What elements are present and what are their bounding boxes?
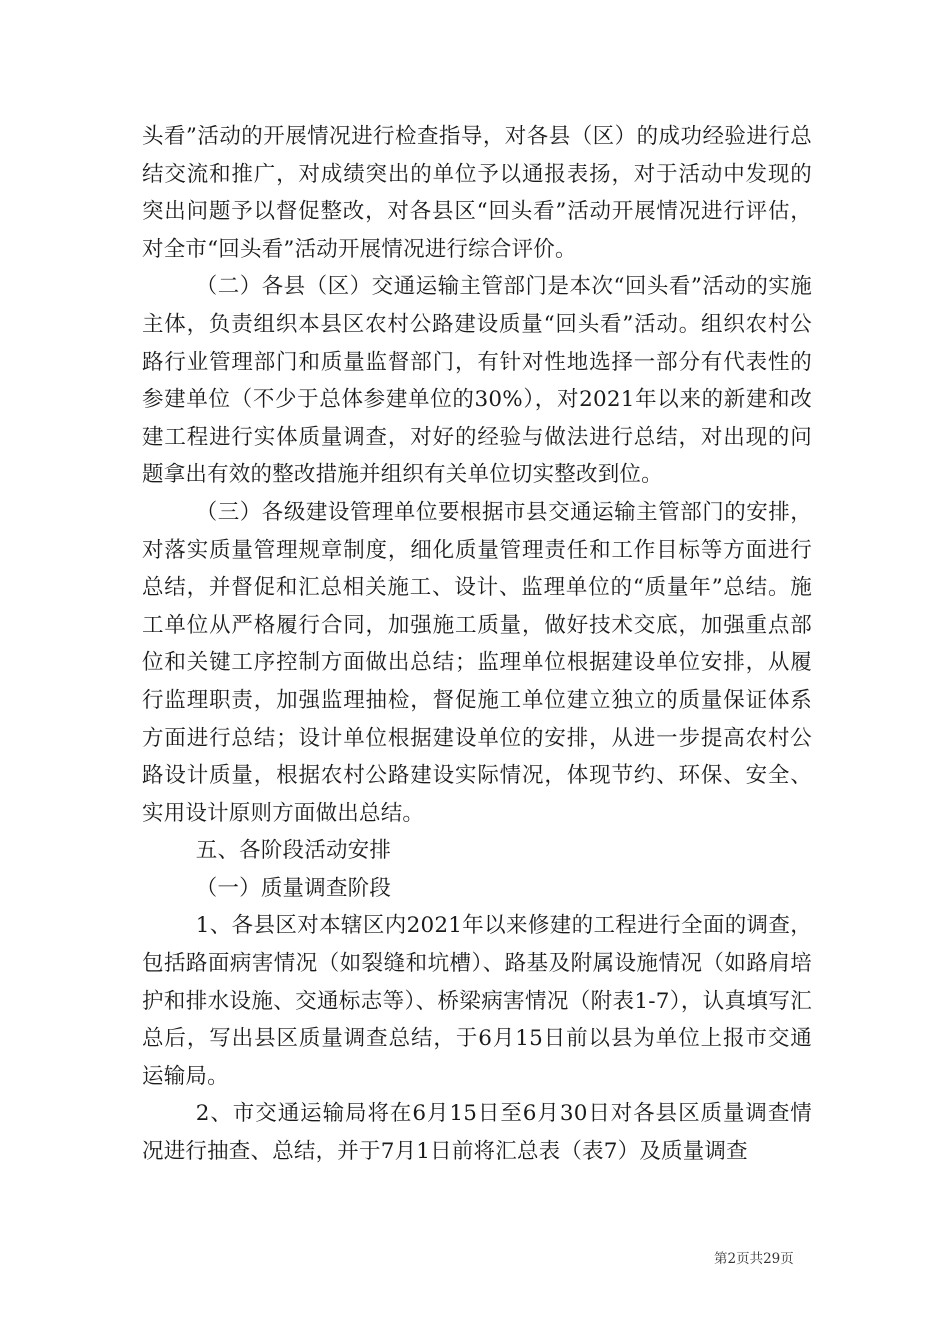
page-number: 第2页共29页: [714, 1251, 794, 1267]
document-body: [142, 118, 812, 1171]
subsection-heading: （一）质量调查阶段: [195, 875, 392, 901]
paragraph-continuation: 头看”活动的开展情况进行检查指导，对各县（区）的成功经验进行总结交流和推广，对成绩突出的单位予以通报表扬，对于活动中发现的突出问题予以督促整改，对各县区“回头看”活动开展情况进行评估，对全市“回头看”活动开展情况进行综合评价。: [142, 124, 812, 262]
paragraph-point-2: 2、市交通运输局将在6月15日至6月30日对各县区质量调查情况进行抽查、总结，并于7月1日前将汇总表（表7）及质量调查: [142, 1101, 812, 1165]
section-heading: 五、各阶段活动安排: [195, 838, 392, 864]
paragraph-item-2: （二）各县（区）交通运输主管部门是本次“回头看”活动的实施主体，负责组织本县区农村公路建设质量“回头看”活动。组织农村公路行业管理部门和质量监督部门，有针对性地选择一部分有代表性的参建单位（不少于总体参建单位的30%），对2021年以来的新建和改建工程进行实体质量调查，对好的经验与做法进行总结，对出现的问题拿出有效的整改措施并组织有关单位切实整改到位。: [142, 274, 812, 488]
paragraph-item-3: （三）各级建设管理单位要根据市县交通运输主管部门的安排，对落实质量管理规章制度，细化质量管理责任和工作目标等方面进行总结，并督促和汇总相关施工、设计、监理单位的“质量年”总结。施工单位从严格履行合同，加强施工质量，做好技术交底，加强重点部位和关键工序控制方面做出总结；监理单位根据建设单位安排，从履行监理职责，加强监理抽检，督促施工单位建立独立的质量保证体系方面进行总结；设计单位根据建设单位的安排，从进一步提高农村公路设计质量，根据农村公路建设实际情况，体现节约、环保、安全、实用设计原则方面做出总结。: [142, 499, 812, 826]
paragraph-point-1: 1、各县区对本辖区内2021年以来修建的工程进行全面的调查，包括路面病害情况（如裂缝和坑槽）、路基及附属设施情况（如路肩培护和排水设施、交通标志等）、桥梁病害情况（附表1-7），认真填写汇总后，写出县区质量调查总结，于6月15日前以县为单位上报市交通运输局。: [142, 913, 812, 1089]
